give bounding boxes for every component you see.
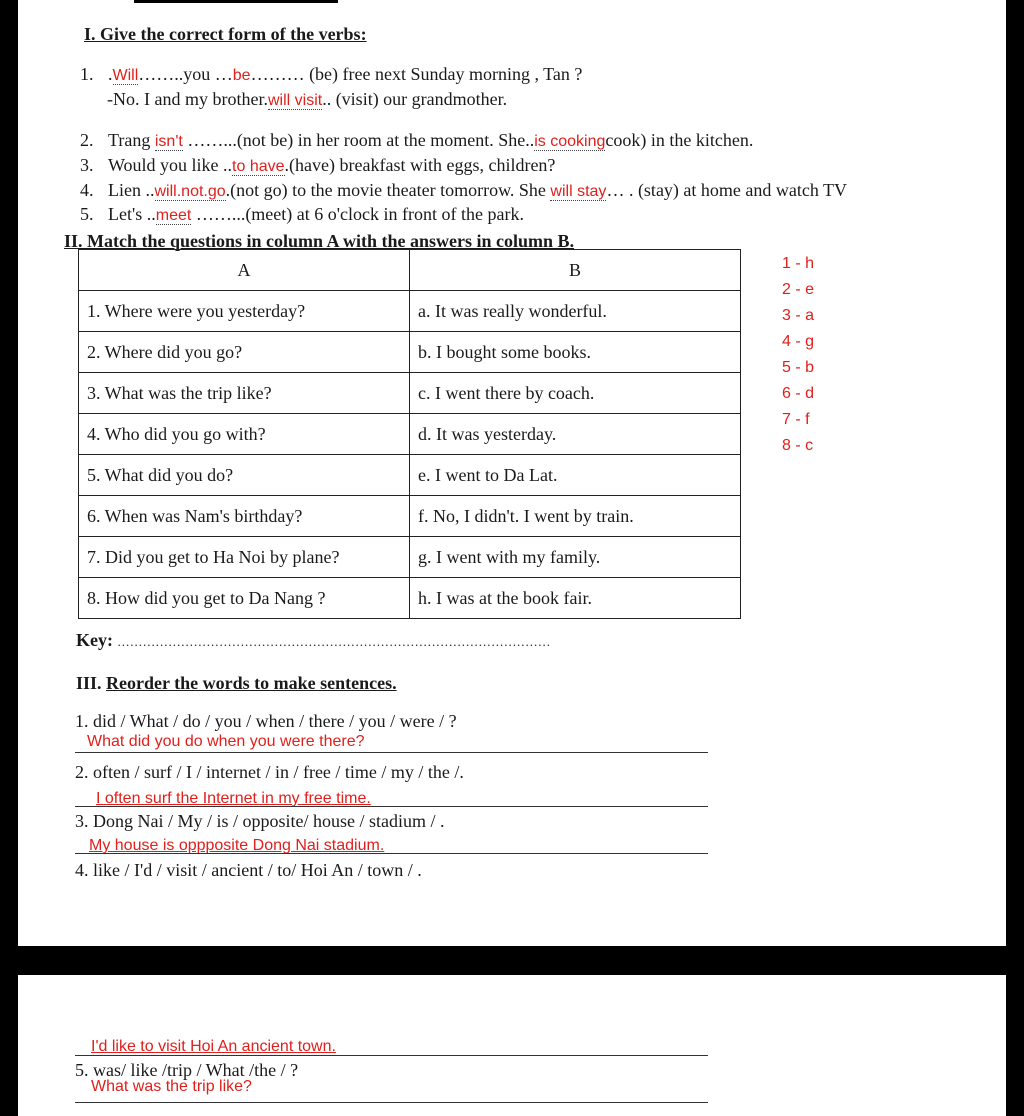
question-4: 4. Lien ..will.not.go.(not go) to the movie theater tomorrow. She will stay… . (stay) at home and watch TV xyxy=(80,180,848,200)
match-table xyxy=(78,249,741,619)
table-row xyxy=(79,414,741,455)
table-row xyxy=(79,537,741,578)
reorder-prompt-3: 3. Dong Nai / My / is / opposite/ house / stadium / . xyxy=(75,811,445,831)
reorder-prompt-4: 4. like / I'd / visit / ancient / to/ Hoi An / town / . xyxy=(75,860,422,880)
answer-4b: will stay xyxy=(550,183,607,200)
table-row xyxy=(79,496,741,537)
answer-line xyxy=(75,1055,708,1056)
reorder-prompt-5: 5. was/ like /trip / What /the / ? xyxy=(75,1060,299,1080)
answer-cell: g. I went with my family. xyxy=(410,537,741,578)
question-cell: 8. How did you get to Da Nang ? xyxy=(79,578,410,619)
question-cell: 2. Where did you go? xyxy=(79,332,410,373)
question-cell: 4. Who did you go with? xyxy=(79,414,410,455)
worksheet-page-1 xyxy=(18,0,1006,946)
answer-2b: is cooking xyxy=(534,133,606,150)
match-answer: 6 - d xyxy=(782,385,815,402)
section-2-heading: II. Match the questions in column A with the answers in column B. xyxy=(64,231,575,251)
answer-cell: f. No, I didn't. I went by train. xyxy=(410,496,741,537)
answer-3: to have xyxy=(232,158,285,175)
key-label: Key: xyxy=(76,630,113,650)
question-1: 1. .Will……..you …be……… (be) free next Sunday morning , Tan ? xyxy=(80,64,583,84)
answer-cell: d. It was yesterday. xyxy=(410,414,741,455)
table-row xyxy=(79,291,741,332)
match-answer: 1 - h xyxy=(782,255,815,272)
reorder-answer-4: I'd like to visit Hoi An ancient town. xyxy=(91,1038,336,1055)
answer-2a: isn't xyxy=(154,133,183,150)
key-line xyxy=(76,630,551,652)
reorder-answer-1: What did you do when you were there? xyxy=(87,733,365,750)
table-row xyxy=(79,373,741,414)
table-row xyxy=(79,578,741,619)
question-5: 5. Let's ..meet ……...(meet) at 6 o'clock in front of the park. xyxy=(80,204,524,224)
answer-cell: b. I bought some books. xyxy=(410,332,741,373)
worksheet-page-2 xyxy=(18,975,1006,1116)
column-a-header: A xyxy=(79,250,410,291)
answer-cell: a. It was really wonderful. xyxy=(410,291,741,332)
table-row xyxy=(79,455,741,496)
answer-cell: e. I went to Da Lat. xyxy=(410,455,741,496)
match-answer: 4 - g xyxy=(782,333,815,350)
question-cell: 6. When was Nam's birthday? xyxy=(79,496,410,537)
match-answer: 3 - a xyxy=(782,307,815,324)
reorder-prompt-2: 2. often / surf / I / internet / in / free / time / my / the /. xyxy=(75,762,464,782)
answer-5: meet xyxy=(155,207,192,224)
answer-line xyxy=(75,853,708,854)
key-dots: ...................................................................................................... xyxy=(117,634,551,649)
reorder-answer-5: What was the trip like? xyxy=(91,1078,252,1095)
question-cell: 7. Did you get to Ha Noi by plane? xyxy=(79,537,410,578)
question-3: 3. Would you like ..to have.(have) breakfast with eggs, children? xyxy=(80,155,556,175)
table-header-row xyxy=(79,250,741,291)
match-answer: 2 - e xyxy=(782,281,815,298)
match-answer: 7 - f xyxy=(782,411,810,428)
answer-1a: Will xyxy=(112,67,139,84)
answer-cell: c. I went there by coach. xyxy=(410,373,741,414)
answer-line xyxy=(75,806,708,807)
section-3-heading: III. Reorder the words to make sentences. xyxy=(76,673,397,693)
top-rule xyxy=(134,0,338,3)
answer-4a: will.not.go xyxy=(154,183,226,200)
reorder-prompt-1: 1. did / What / do / you / when / there / you / were / ? xyxy=(75,711,457,731)
reorder-answer-3: My house is oppposite Dong Nai stadium. xyxy=(89,837,385,854)
match-answer: 8 - c xyxy=(782,437,814,454)
question-1-reply: -No. I and my brother.will visit.. (visit) our grandmother. xyxy=(107,89,508,109)
question-cell: 5. What did you do? xyxy=(79,455,410,496)
match-answers xyxy=(782,251,814,459)
match-answer: 5 - b xyxy=(782,359,815,376)
question-cell: 1. Where were you yesterday? xyxy=(79,291,410,332)
column-b-header: B xyxy=(410,250,741,291)
question-cell: 3. What was the trip like? xyxy=(79,373,410,414)
section-1-heading: I. Give the correct form of the verbs: xyxy=(84,24,367,44)
answer-line xyxy=(75,752,708,753)
answer-line xyxy=(75,1102,708,1103)
table-row xyxy=(79,332,741,373)
answer-1b: be xyxy=(232,67,251,84)
answer-cell: h. I was at the book fair. xyxy=(410,578,741,619)
reorder-answer-2: I often surf the Internet in my free time. xyxy=(96,790,371,807)
question-2: 2. Trang isn't ……...(not be) in her room at the moment. She..is cookingcook) in the kitchen. xyxy=(80,130,754,150)
answer-1c: will visit xyxy=(267,92,323,109)
